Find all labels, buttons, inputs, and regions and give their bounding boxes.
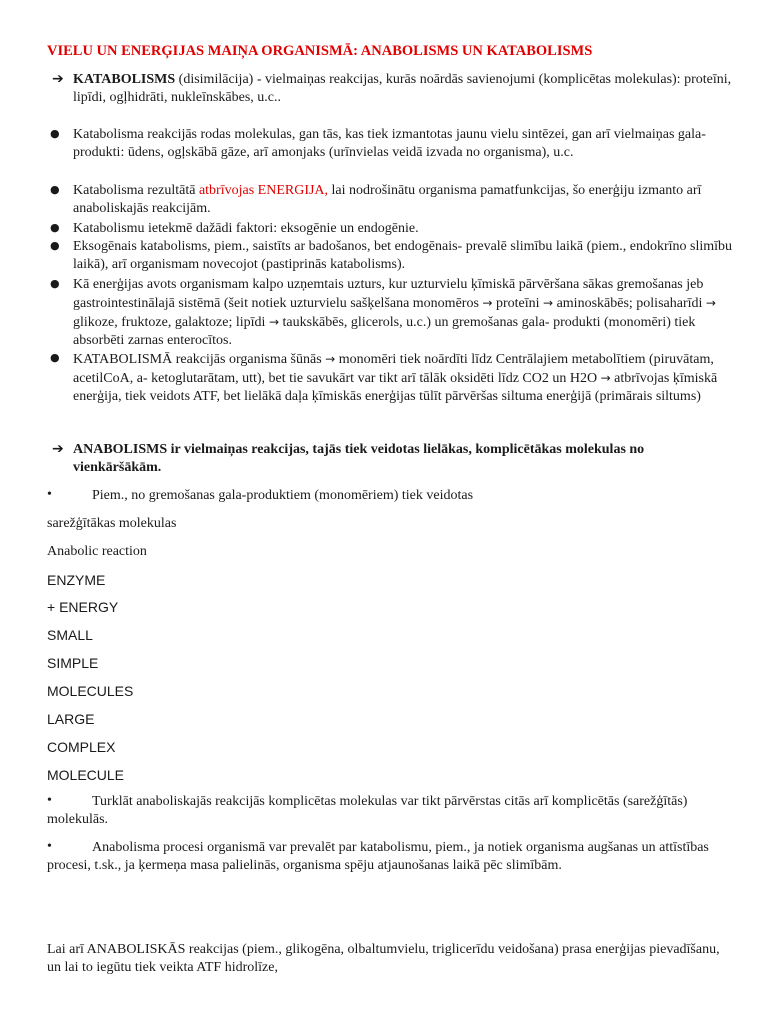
anabolism-paragraph-2: Turklāt anaboliskajās reakcijās komplicētas molekulas var tikt pārvērstas citās arī komplicētās (sarežģītās) molekulās. [47, 794, 688, 827]
bullet-item-5-part: Kā enerģijas avots organismam kalpo uzņemtais uzturs, kur uzturvielu ķīmiskā pārvēršana sākas gremošanas jeb gastrointestinālajā sistēmā (šeit notiek uzturvielu sašķelšana monomēros [73, 277, 704, 311]
bullet-item-4: Eksogēnais katabolisms, piem., saistīts ar badošanos, bet endogēnais- prevalē slimību laikā (piem., endokrīno slimību laikā), arī organismam novecojot (pastiprinās katabolisms). [73, 239, 733, 272]
bullet-item-2-part: Katabolisma rezultātā [73, 183, 199, 198]
bullet-item-3: Katabolismu ietekmē dažādi faktori: eksogēnie un endogēnie. [73, 221, 419, 236]
diagram-line: COMPLEX [47, 739, 116, 755]
bullet-item-6-part: monomēri tiek noārdīti līdz Centrālajiem metabolītiem (piruvātam, acetilCoA, a- ketoglutarātam, utt), bet tie savukārt var tikt arī tālāk oksidēti līdz CO2 un H2O [73, 352, 714, 386]
bullet-item-6 [73, 350, 733, 406]
anabolism-definition: ANABOLISMS ir vielmaiņas reakcijas, tajās tiek veidotas lielākas, komplicētākas molekulas no vienkāršākām. [73, 442, 645, 475]
right-arrow-icon: → [325, 352, 336, 366]
page-title: VIELU UN ENERĢIJAS MAIŅA ORGANISMĀ: ANABOLISMS UN KATABOLISMS [47, 43, 593, 59]
diagram-line: SIMPLE [47, 655, 99, 671]
diagram-line: ENZYME [47, 572, 106, 588]
diagram-line: LARGE [47, 711, 95, 727]
katabolism-definition [73, 71, 733, 107]
bullet-icon: ● [50, 239, 60, 252]
katabolism-term: KATABOLISMS [73, 72, 176, 87]
bullet-item-5-part: taukskābēs, glicerols, u.c.) un gremošanas gala- produkti (monomēri) tiek absorbēti zarnas enterocītos. [73, 315, 696, 348]
diagram-line: sarežģītākas molekulas [47, 516, 177, 531]
diagram-line: Anabolic reaction [47, 544, 147, 559]
energy-highlight: atbrīvojas ENERGIJA, [198, 183, 329, 198]
bullet-item-6-part: atbrīvojas ķīmiskā enerģija, tiek veidots ATF, bet lielākā daļa ķīmiskās enerģijas tūlīt pārvēršas siltuma enerģijā (primārais siltums) [73, 371, 718, 404]
bullet-item-5-part: aminoskābēs; polisaharīdi [553, 296, 706, 311]
bullet-item-1: Katabolisma reakcijās rodas molekulas, gan tās, kas tiek izmantotas jaunu vielu sintēzei, gan arī vielmaiņas gala-produkti: ūdens, ogļskābā gāze, arī amonjaks (urīnvielas veidā izvada no organisma), u.c. [73, 127, 706, 160]
arrow-icon: ➔ [52, 71, 64, 87]
bullet-item-5-part: proteīni [492, 296, 544, 311]
right-arrow-icon: → [543, 296, 554, 310]
katabolism-text: (disimilācija) - vielmaiņas reakcijas, kurās noārdās savienojumi (komplicētas molekulas): proteīni, lipīdi, ogļhidrāti, nukleīnskābes, u.c.. [73, 72, 732, 105]
bullet-item-2 [73, 182, 733, 218]
diagram-line: MOLECULES [47, 683, 134, 699]
diagram-line: + ENERGY [47, 599, 119, 615]
arrow-icon: ➔ [52, 441, 64, 457]
anabolism-paragraph-1: Piem., no gremošanas gala-produktiem (monomēriem) tiek veidotas [92, 488, 474, 503]
bullet-item-2-part: lai nodrošinātu organisma pamatfunkcijas, šo enerģiju izmanto arī anaboliskajās reakcijām. [73, 183, 702, 216]
bullet-item-5-part: glikoze, fruktoze, galaktoze; lipīdi [73, 315, 269, 330]
final-paragraph: Lai arī ANABOLISKĀS reakcijas (piem., glikogēna, olbaltumvielu, triglicerīdu veidošana) prasa enerģijas pievadīšanu, un lai to iegūtu tiek veikta ATF hidrolīze, [47, 942, 720, 975]
right-arrow-icon: → [268, 315, 279, 329]
bullet-icon: ● [50, 127, 60, 140]
bullet-item-5 [73, 276, 733, 350]
right-arrow-icon: → [600, 371, 611, 385]
bullet-dot-icon: • [47, 487, 52, 502]
bullet-icon: ● [50, 277, 60, 290]
bullet-dot-icon: • [47, 793, 52, 808]
diagram-line: MOLECULE [47, 767, 125, 783]
bullet-dot-icon: • [47, 839, 52, 854]
bullet-icon: ● [50, 351, 60, 364]
diagram-line: SMALL [47, 627, 93, 643]
anabolism-paragraph-3: Anabolisma procesi organismā var prevalēt par katabolismu, piem., ja notiek organisma augšanas un attīstības procesi, t.sk., ja ķermeņa masa palielinās, organisma spēju atjaunošanas laikā pēc slimībām. [47, 840, 709, 873]
bullet-icon: ● [50, 183, 60, 196]
bullet-icon: ● [50, 221, 60, 234]
bullet-item-6-part: KATABOLISMĀ reakcijās organisma šūnās [73, 352, 326, 367]
right-arrow-icon: → [482, 296, 493, 310]
right-arrow-icon: → [705, 296, 716, 310]
